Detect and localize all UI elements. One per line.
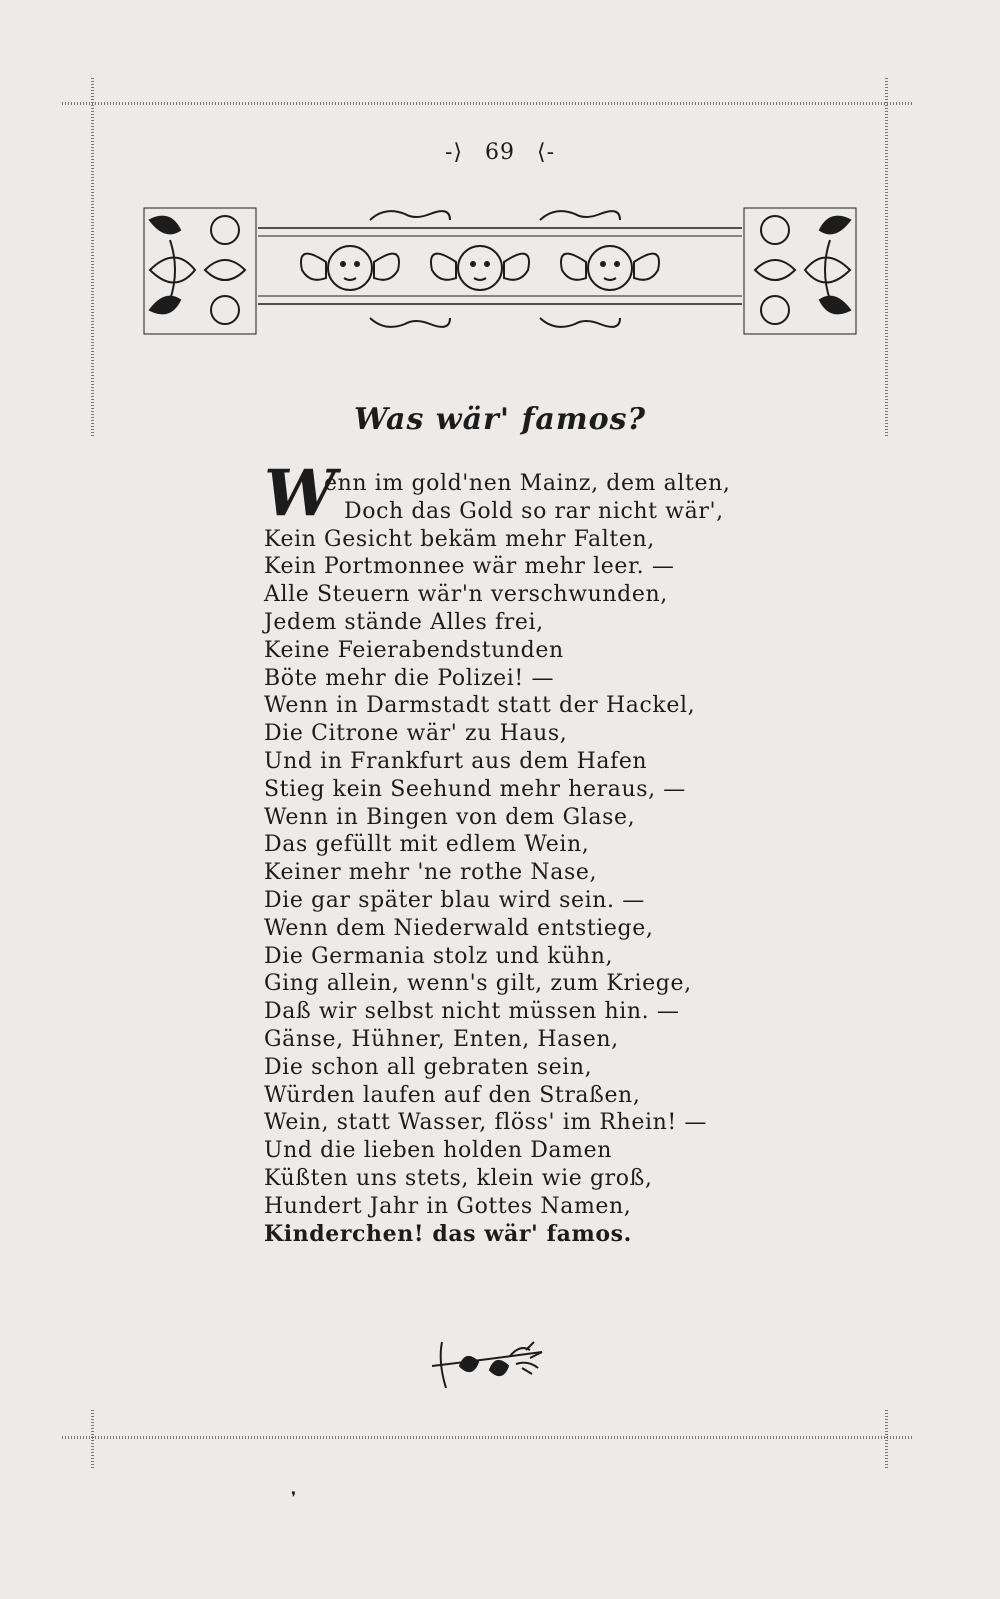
poem-title: Was wär' famos? [353,402,647,437]
cherub-center [431,246,529,290]
cherub-right [561,246,659,290]
poem-line: Wenn in Bingen von dem Glase, [264,804,636,830]
top-frame-rule [62,102,912,105]
poem-line: Keine Feierabendstunden [264,637,564,663]
bottom-frame-rule [62,1436,912,1439]
drop-cap: W [264,456,336,531]
poem-line: Alle Steuern wär'n verschwunden, [264,582,668,608]
poem-line: Hundert Jahr in Gottes Namen, [264,1193,632,1219]
poem-line: Die Germania stolz und kühn, [264,943,614,969]
left-frame-rule-top [91,78,94,438]
poem-line: Würden laufen auf den Straßen, [264,1082,641,1108]
poem-line: Stieg kein Seehund mehr heraus, — [264,776,686,802]
floral-sprig-icon [430,1336,550,1396]
poem-line: Ging allein, wenn's gilt, zum Kriege, [264,971,692,997]
poem-line: enn im gold'nen Mainz, dem alten, [324,471,731,496]
poem-line: Das gefüllt mit edlem Wein, [264,832,590,858]
right-frame-rule-bottom [885,1410,888,1470]
poem-line: Die Citrone wär' zu Haus, [264,721,568,747]
left-foliage-ornament [144,208,256,334]
poem-body [264,470,784,1248]
right-frame-rule-top [885,78,888,438]
poem-line: Kein Portmonnee wär mehr leer. — [264,554,675,580]
poem-final-line: Kinderchen! das wär' famos. [264,1220,632,1247]
poem-line: Wenn dem Niederwald entstiege, [264,915,654,941]
poem-line: Wein, statt Wasser, flöss' im Rhein! — [264,1110,707,1136]
poem-line: Böte mehr die Polizei! — [264,665,555,691]
poem-line: Kein Gesicht bekäm mehr Falten, [264,526,655,552]
poem-line: Keiner mehr 'ne rothe Nase, [264,860,598,886]
page-number-line [0,140,1000,165]
page-number-right-flourish: ⟨- [537,140,556,165]
poem-line: Die gar später blau wird sein. — [264,887,645,913]
poem-line: Jedem stände Alles frei, [264,609,544,635]
cherub-left [301,246,399,290]
poem-line: Daß wir selbst nicht müssen hin. — [264,999,680,1025]
poem-line: Die schon all gebraten sein, [264,1054,593,1080]
left-frame-rule-bottom [91,1410,94,1470]
poem-line: Und die lieben holden Damen [264,1138,612,1164]
poem-line: Wenn in Darmstadt statt der Hackel, [264,693,696,719]
right-foliage-ornament [744,208,856,334]
poem-line: Doch das Gold so rar nicht wär', [344,498,724,524]
poem-line: Küßten uns stets, klein wie groß, [264,1165,653,1191]
poem-line: Gänse, Hühner, Enten, Hasen, [264,1026,619,1052]
poem-line: Und in Frankfurt aus dem Hafen [264,748,648,774]
cherub-banner-icon [140,200,860,340]
stray-ink-mark: ❜ [291,1488,297,1507]
page-number-left-flourish: -⟩ [444,140,463,165]
page-number: 69 [485,140,515,165]
